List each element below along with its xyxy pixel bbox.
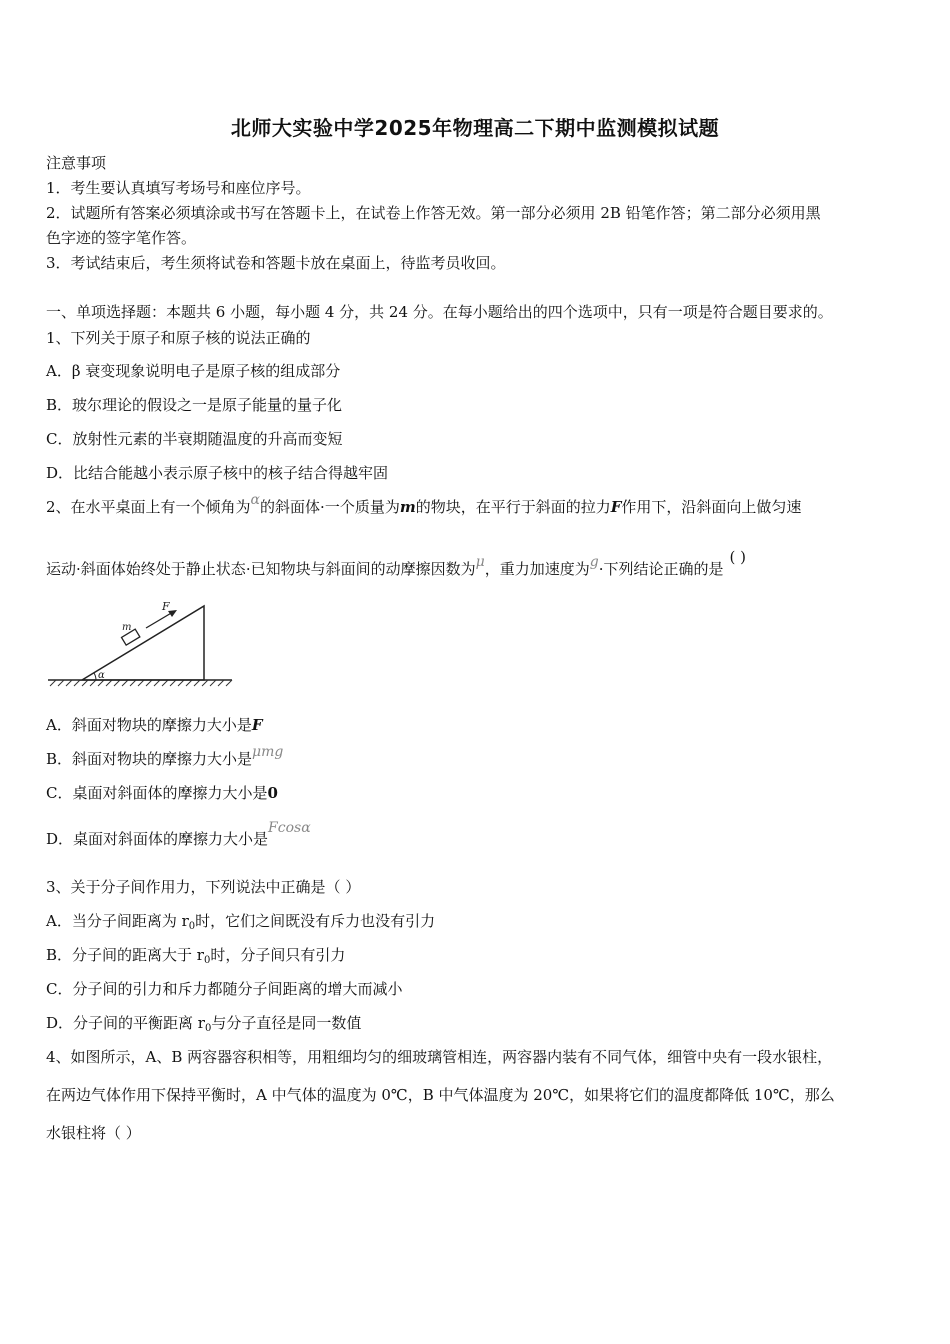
option-text: 时，它们之间既没有斥力也没有引力 [195, 912, 436, 930]
notice-item-3: 3．考试结束后，考生须将试卷和答题卡放在桌面上，待监考员收回。 [46, 254, 506, 272]
dot-mark: · [598, 560, 604, 578]
alpha-symbol: α [250, 492, 261, 508]
q2-stem-line1 [46, 492, 802, 517]
option-text: A．当分子间距离为 r [46, 912, 189, 930]
q2-text: 一个质量为 [324, 498, 400, 516]
q3-option-b [46, 944, 345, 965]
incline-figure [46, 598, 236, 690]
q2-option-c [46, 782, 278, 803]
force-label: F [162, 600, 170, 613]
option-text: B．斜面对物块的摩擦力大小是 [46, 750, 253, 768]
q3-stem: 3、关于分子间作用力，下列说法中正确是（ ） [46, 878, 361, 896]
angle-label: α [98, 670, 105, 681]
option-text: D．桌面对斜面体的摩擦力大小是 [46, 830, 269, 848]
formula-fcos: Fcosα [268, 820, 311, 836]
option-text: C．桌面对斜面体的摩擦力大小是 [46, 784, 268, 802]
q1-option-d: D．比结合能越小表示原子核中的核子结合得越牢固 [46, 464, 389, 482]
q1-option-b: B．玻尔理论的假设之一是原子能量的量子化 [46, 396, 343, 414]
q4-line-2: 在两边气体作用下保持平衡时，A 中气体的温度为 0℃，B 中气体温度为 20℃，如果将它们的温度都降低 10℃，那么 [46, 1086, 835, 1104]
answer-paren: ( ) [729, 548, 746, 566]
q4-line-1: 4、如图所示，A、B 两容器容积相等，用粗细均匀的细玻璃管相连，两容器内装有不同气体，细管中央有一段水银柱， [46, 1048, 833, 1066]
mass-symbol: m [399, 498, 416, 516]
option-text: D．分子间的平衡距离 r [46, 1014, 205, 1032]
q2-text: 斜面体始终处于静止状态 [80, 560, 246, 578]
formula-mu-mg: μmg [252, 744, 284, 760]
notice-heading: 注意事项 [46, 154, 107, 172]
incline-triangle [82, 606, 204, 680]
q4-line-3: 水银柱将（ ） [46, 1124, 141, 1142]
option-value: F [251, 716, 263, 734]
q1-stem: 1、下列关于原子和原子核的说法正确的 [46, 329, 311, 347]
option-text: 时，分子间只有引力 [210, 946, 346, 964]
q2-text: 的斜面体 [260, 498, 321, 516]
q1-option-c: C．放射性元素的半衰期随温度的升高而变短 [46, 430, 343, 448]
q2-option-d [46, 820, 311, 849]
q3-option-a [46, 910, 435, 931]
option-text: B．分子间的距离大于 r [46, 946, 204, 964]
force-arrow [146, 612, 173, 628]
q2-option-b [46, 744, 284, 769]
q2-text: 的物块，在平行于斜面的拉力 [415, 498, 611, 516]
q2-text: ，重力加速度为 [484, 560, 590, 578]
option-text: A．斜面对物块的摩擦力大小是 [46, 716, 252, 734]
q1-option-a: A．β 衰变现象说明电子是原子核的组成部分 [46, 362, 341, 380]
section-heading: 一、单项选择题：本题共 6 小题，每小题 4 分，共 24 分。在每小题给出的四个选项中，只有一项是符合题目要求的。 [46, 303, 833, 321]
subscript: 0 [203, 955, 211, 966]
notice-item-1: 1．考生要认真填写考场号和座位序号。 [46, 179, 311, 197]
block-mass-label: m [122, 622, 132, 633]
q3-option-c: C．分子间的引力和斥力都随分子间距离的增大而减小 [46, 980, 403, 998]
notice-item-2: 2．试题所有答案必须填涂或书写在答题卡上，在试卷上作答无效。第一部分必须用 2B 铅笔作答；第二部分必须用黑 [46, 204, 821, 222]
option-value: 0 [267, 784, 278, 802]
force-symbol: F [610, 498, 622, 516]
q2-text: 运动 [46, 560, 77, 578]
notice-item-2-cont: 色字迹的签字笔作答。 [46, 229, 197, 247]
q2-text: 已知物块与斜面间的动摩擦因数为 [250, 560, 476, 578]
dot-mark: · [320, 498, 325, 516]
option-text: 与分子直径是同一数值 [211, 1014, 362, 1032]
dot-mark: · [76, 560, 81, 578]
q2-text: 下列结论正确的是 [603, 560, 724, 578]
q3-option-d [46, 1012, 361, 1033]
subscript: 0 [204, 1023, 212, 1034]
ground-hatch [50, 680, 232, 686]
g-symbol: g [589, 554, 599, 570]
q2-stem-line2 [46, 548, 746, 579]
q2-text: 2、在水平桌面上有一个倾角为 [46, 498, 251, 516]
page-title: 北师大实验中学2025年物理高二下期中监测模拟试题 [230, 116, 720, 140]
q2-option-a [46, 714, 263, 735]
dot-mark: · [245, 560, 251, 578]
angle-arc [94, 673, 96, 680]
q2-text: 作用下，沿斜面向上做匀速 [621, 498, 802, 516]
subscript: 0 [188, 921, 196, 932]
mu-symbol: μ [475, 554, 485, 570]
